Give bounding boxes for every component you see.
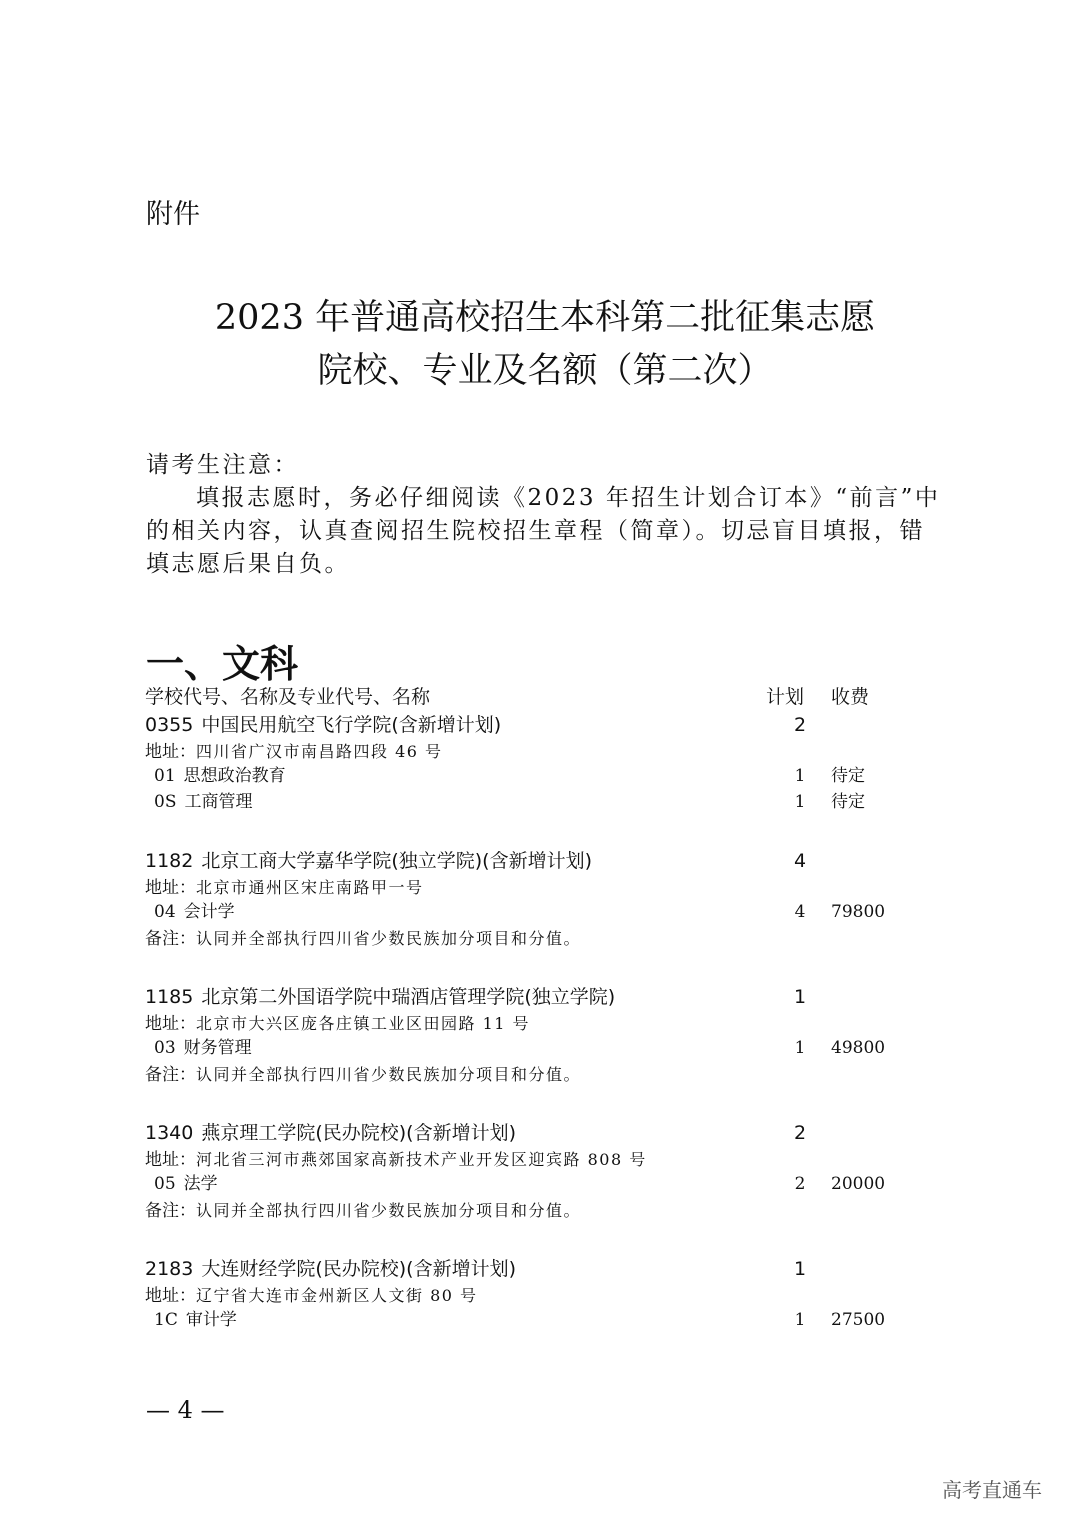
school-name: 中国民用航空飞行学院(含新增计划) (201, 714, 502, 736)
school-plan: 1 (793, 1258, 807, 1280)
notice-body: 填报志愿时，务必仔细阅读《2023 年招生计划合订本》“前言”中的相关内容，认真查阅招生院校招生章程（简章）。切忌盲目填报，错填志愿后果自负。 (146, 485, 941, 577)
address-text: 辽宁省大连市金州新区人文街 80 号 (196, 1285, 478, 1305)
note-text: 认同并全部执行四川省少数民族加分项目和分值。 (196, 1064, 582, 1084)
school-row (145, 1121, 905, 1147)
major-fee: 待定 (831, 766, 865, 786)
header-fee: 收费 (831, 686, 870, 708)
major-plan: 1 (794, 791, 806, 812)
major-code: 03 (154, 1038, 176, 1058)
address-row (145, 739, 905, 765)
school-group (145, 849, 905, 951)
major-plan: 1 (794, 1310, 806, 1330)
major-plan: 1 (794, 766, 806, 786)
school-row (145, 713, 905, 739)
note-text: 认同并全部执行四川省少数民族加分项目和分值。 (196, 928, 582, 948)
school-code: 2183 (145, 1258, 194, 1280)
major-fee: 待定 (831, 791, 865, 812)
attachment-label: 附件 (146, 199, 200, 230)
address-text: 河北省三河市燕郊国家高新技术产业开发区迎宾路 808 号 (196, 1149, 647, 1169)
note-label: 备注： (145, 1200, 196, 1221)
note-label: 备注： (145, 928, 196, 949)
major-row (145, 790, 905, 816)
school-code: 1340 (145, 1122, 194, 1144)
section-title: 一、文科 (146, 642, 299, 686)
major-row (145, 1308, 905, 1334)
note-label: 备注： (145, 1064, 196, 1085)
header-name: 学校代号、名称及专业代号、名称 (145, 686, 431, 708)
address-row (145, 1283, 905, 1309)
school-plan: 1 (793, 986, 807, 1008)
address-text: 北京市通州区宋庄南路甲一号 (196, 877, 424, 897)
school-row (145, 1257, 905, 1283)
major-fee: 79800 (831, 902, 886, 922)
major-row (145, 1036, 905, 1062)
school-group (145, 713, 905, 815)
major-code: 0S (154, 791, 177, 812)
admissions-table (145, 684, 905, 1368)
address-row (145, 875, 905, 901)
major-name: 思想政治教育 (183, 766, 286, 786)
major-row (145, 1172, 905, 1198)
watermark: 高考直通车 (942, 1478, 1042, 1502)
school-code: 1185 (145, 986, 194, 1008)
address-text: 北京市大兴区庞各庄镇工业区田园路 11 号 (196, 1013, 531, 1033)
address-label: 地址： (145, 1013, 196, 1034)
note-row (145, 926, 905, 952)
major-code: 01 (154, 766, 176, 786)
document-title-line2: 院校、专业及名额（第二次） (317, 351, 773, 391)
major-name: 工商管理 (184, 791, 253, 812)
school-plan: 4 (793, 850, 807, 872)
address-row (145, 1147, 905, 1173)
address-row (145, 1011, 905, 1037)
major-row (145, 900, 905, 926)
address-label: 地址： (145, 1149, 196, 1170)
note-row (145, 1198, 905, 1224)
school-plan: 2 (793, 714, 807, 736)
school-name: 北京工商大学嘉华学院(独立学院)(含新增计划) (201, 850, 593, 872)
note-row (145, 1062, 905, 1088)
notice-heading: 请考生注意： (146, 452, 299, 478)
page-number: — 4 — (146, 1396, 225, 1424)
school-group (145, 985, 905, 1087)
address-label: 地址： (145, 741, 196, 762)
address-label: 地址： (145, 1285, 196, 1306)
school-code: 0355 (145, 714, 194, 736)
school-group (145, 1121, 905, 1223)
table-header (145, 684, 905, 713)
address-label: 地址： (145, 877, 196, 898)
school-name: 北京第二外国语学院中瑞酒店管理学院(独立学院) (201, 986, 616, 1008)
note-text: 认同并全部执行四川省少数民族加分项目和分值。 (196, 1200, 582, 1220)
major-code: 05 (154, 1174, 176, 1194)
school-row (145, 985, 905, 1011)
document-title-line1: 2023 年普通高校招生本科第二批征集志愿 (214, 298, 876, 338)
major-name: 审计学 (185, 1310, 237, 1330)
school-group (145, 1257, 905, 1334)
address-text: 四川省广汉市南昌路四段 46 号 (196, 741, 443, 761)
major-fee: 20000 (831, 1174, 886, 1194)
school-name: 燕京理工学院(民办院校)(含新增计划) (201, 1122, 517, 1144)
major-plan: 2 (794, 1174, 806, 1194)
school-name: 大连财经学院(民办院校)(含新增计划) (201, 1258, 517, 1280)
major-fee: 27500 (831, 1310, 886, 1330)
major-row (145, 764, 905, 790)
major-name: 财务管理 (183, 1038, 252, 1058)
major-plan: 4 (794, 902, 806, 922)
school-code: 1182 (145, 850, 194, 872)
major-code: 04 (154, 902, 176, 922)
major-fee: 49800 (831, 1038, 886, 1058)
notice (146, 449, 946, 581)
school-row (145, 849, 905, 875)
school-plan: 2 (793, 1122, 807, 1144)
header-plan: 计划 (765, 686, 804, 708)
major-name: 会计学 (183, 902, 235, 922)
major-plan: 1 (794, 1038, 806, 1058)
major-code: 1C (154, 1310, 178, 1330)
major-name: 法学 (183, 1174, 218, 1194)
